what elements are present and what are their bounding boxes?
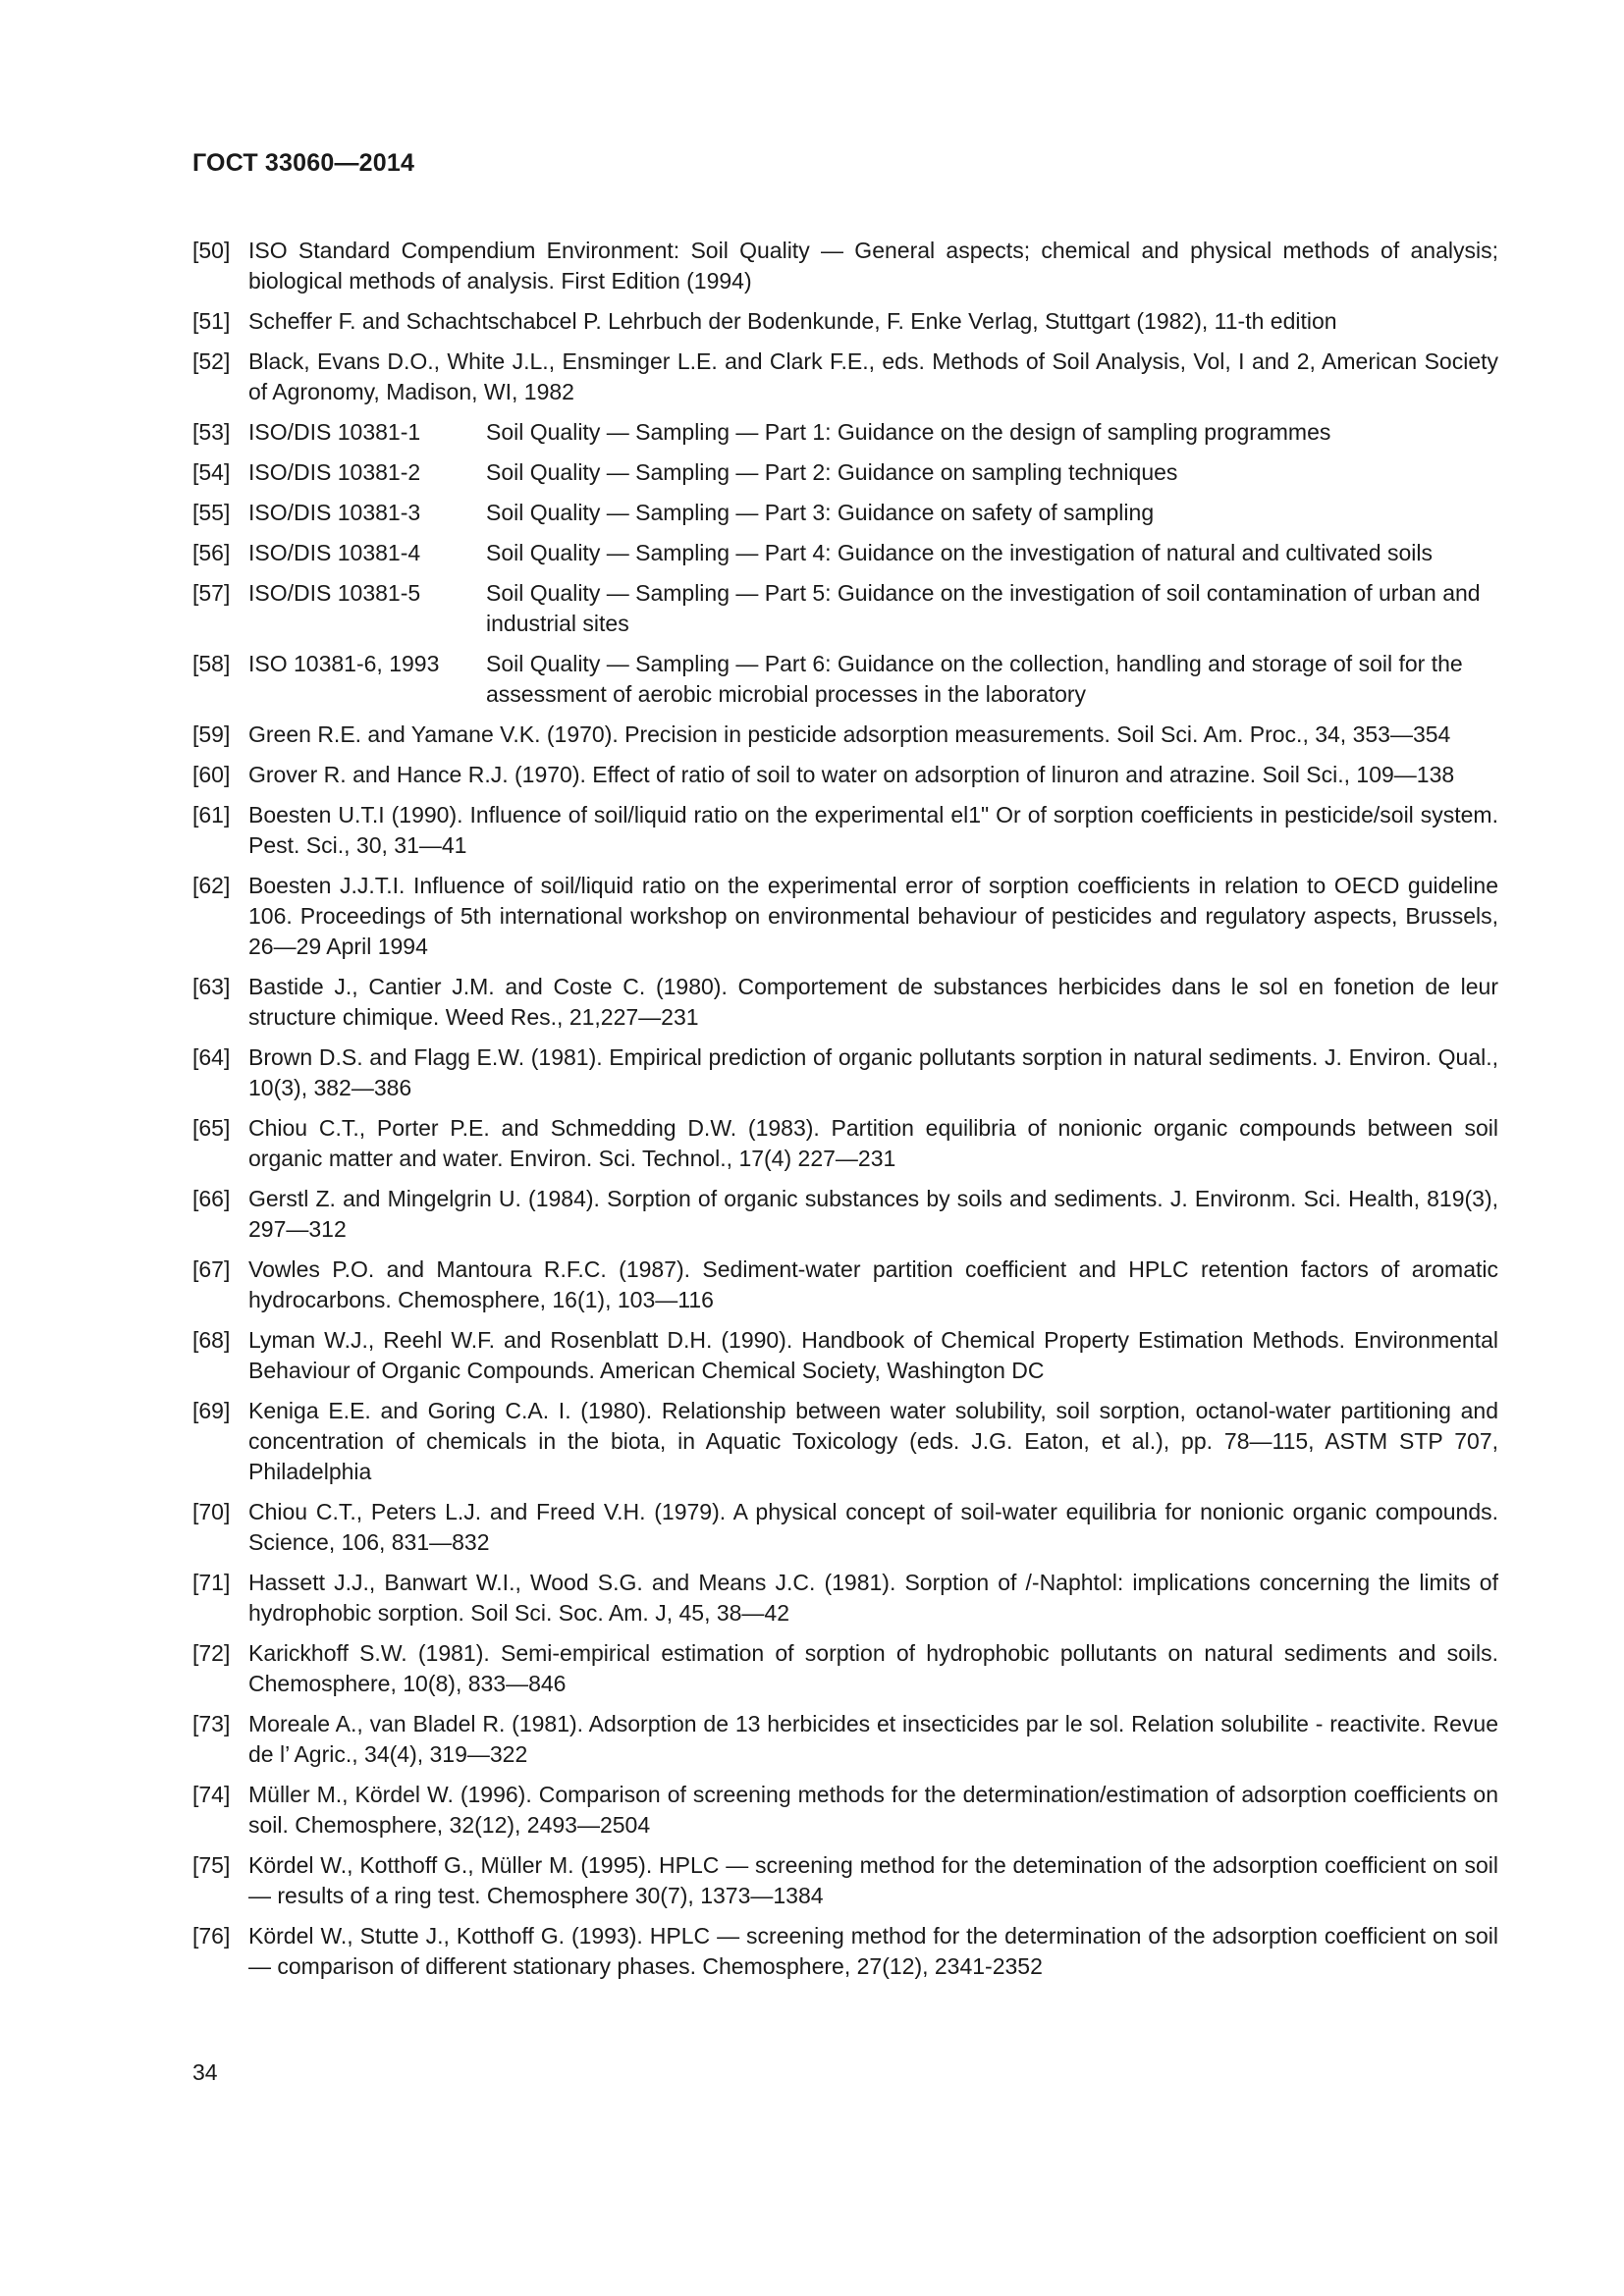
standard-title: Soil Quality — Sampling — Part 5: Guidance on the investigation of soil contamination of urban and industrial sites bbox=[486, 580, 1481, 636]
standard-reference bbox=[248, 538, 1498, 568]
reference-number: [74] bbox=[192, 1782, 231, 1807]
reference-text: Kördel W., Stutte J., Kotthoff G. (1993). HPLC — screening method for the determination of the adsorption coefficient on soil — comparison of different stationary phases. Chemosphere, 27(12), 2341-2352 bbox=[248, 1923, 1498, 1979]
reference-number: [70] bbox=[192, 1499, 231, 1524]
reference-entry bbox=[192, 1325, 1498, 1386]
standard-code: ISO 10381-6, 1993 bbox=[248, 651, 440, 676]
reference-number: [68] bbox=[192, 1327, 231, 1353]
reference-text: Müller M., Kördel W. (1996). Comparison of screening methods for the determination/estimation of adsorption coefficients on soil. Chemosphere, 32(12), 2493—2504 bbox=[248, 1782, 1498, 1838]
reference-text: Keniga E.E. and Goring C.A. I. (1980). Relationship between water solubility, soil sorption, octanol-water partitioning and concentration of chemicals in the biota, in Aquatic Toxicology (eds. J.G. Eaton, et al.), pp. 78—115, ASTM STP 707, Philadelphia bbox=[248, 1398, 1498, 1484]
reference-text: Green R.E. and Yamane V.K. (1970). Precision in pesticide adsorption measurements. Soil Sci. Am. Proc., 34, 353—354 bbox=[248, 721, 1451, 747]
reference-number: [54] bbox=[192, 459, 231, 485]
reference-text: Lyman W.J., Reehl W.F. and Rosenblatt D.H. (1990). Handbook of Chemical Property Estimation Methods. Environmental Behaviour of Organic Compounds. American Chemical Society, Washington DC bbox=[248, 1327, 1498, 1383]
reference-entry bbox=[192, 1638, 1498, 1699]
standard-reference bbox=[248, 417, 1498, 448]
standard-reference bbox=[248, 457, 1498, 488]
reference-text: Gerstl Z. and Mingelgrin U. (1984). Sorption of organic substances by soils and sediments. J. Environm. Sci. Health, 819(3), 297—312 bbox=[248, 1186, 1498, 1242]
reference-entry bbox=[192, 760, 1498, 790]
reference-number: [56] bbox=[192, 540, 231, 565]
reference-text: Hassett J.J., Banwart W.I., Wood S.G. and Means J.C. (1981). Sorption of /-Naphtol: implications concerning the limits of hydrophobic sorption. Soil Sci. Soc. Am. J, 45, 38—42 bbox=[248, 1570, 1498, 1626]
document-code-header: ГОСТ 33060—2014 bbox=[192, 149, 415, 177]
standard-title: Soil Quality — Sampling — Part 2: Guidance on sampling techniques bbox=[486, 459, 1178, 485]
reference-entry bbox=[192, 538, 1498, 568]
reference-text: Vowles P.O. and Mantoura R.F.C. (1987). Sediment-water partition coefficient and HPLC retention factors of aromatic hydrocarbons. Chemosphere, 16(1), 103—116 bbox=[248, 1256, 1498, 1312]
reference-text: Chiou C.T., Porter P.E. and Schmedding D.W. (1983). Partition equilibria of nonionic organic compounds between soil organic matter and water. Environ. Sci. Technol., 17(4) 227—231 bbox=[248, 1115, 1498, 1171]
reference-text: Boesten J.J.T.I. Influence of soil/liquid ratio on the experimental error of sorption coefficients in relation to OECD guideline 106. Proceedings of 5th international workshop on environmental behaviour of pesticides and regulatory aspects, Brussels, 26—29 April 1994 bbox=[248, 873, 1498, 959]
reference-entry bbox=[192, 578, 1498, 639]
reference-entry bbox=[192, 649, 1498, 710]
reference-number: [73] bbox=[192, 1711, 231, 1736]
reference-number: [58] bbox=[192, 651, 231, 676]
page-number: 34 bbox=[192, 2059, 218, 2085]
reference-number: [75] bbox=[192, 1852, 231, 1878]
reference-number: [50] bbox=[192, 238, 231, 263]
reference-entry bbox=[192, 972, 1498, 1033]
reference-number: [57] bbox=[192, 580, 231, 606]
reference-entry bbox=[192, 1255, 1498, 1315]
reference-number: [62] bbox=[192, 873, 231, 898]
reference-number: [55] bbox=[192, 500, 231, 525]
reference-number: [52] bbox=[192, 348, 231, 374]
reference-entry bbox=[192, 800, 1498, 861]
reference-entry bbox=[192, 306, 1498, 337]
standard-reference bbox=[248, 498, 1498, 528]
reference-number: [59] bbox=[192, 721, 231, 747]
reference-entry bbox=[192, 347, 1498, 407]
standard-title: Soil Quality — Sampling — Part 4: Guidance on the investigation of natural and cultivated soils bbox=[486, 540, 1433, 565]
standard-code: ISO/DIS 10381-3 bbox=[248, 500, 421, 525]
reference-entry bbox=[192, 417, 1498, 448]
reference-number: [60] bbox=[192, 762, 231, 787]
reference-entry bbox=[192, 1113, 1498, 1174]
reference-text: Brown D.S. and Flagg E.W. (1981). Empirical prediction of organic pollutants sorption in natural sediments. J. Environ. Qual., 10(3), 382—386 bbox=[248, 1044, 1498, 1100]
reference-entry bbox=[192, 1497, 1498, 1558]
reference-entry bbox=[192, 1709, 1498, 1770]
standard-code: ISO/DIS 10381-5 bbox=[248, 580, 421, 606]
reference-number: [64] bbox=[192, 1044, 231, 1070]
reference-number: [66] bbox=[192, 1186, 231, 1211]
reference-number: [65] bbox=[192, 1115, 231, 1141]
reference-text: Moreale A., van Bladel R. (1981). Adsorption de 13 herbicides et insecticides par le sol. Relation solubilite - reactivite. Revue de l’ Agric., 34(4), 319—322 bbox=[248, 1711, 1498, 1767]
standard-reference bbox=[248, 578, 1498, 639]
reference-text: Chiou C.T., Peters L.J. and Freed V.H. (1979). A physical concept of soil-water equilibria for nonionic organic compounds. Science, 106, 831—832 bbox=[248, 1499, 1498, 1555]
reference-entry bbox=[192, 1184, 1498, 1245]
reference-number: [53] bbox=[192, 419, 231, 445]
reference-number: [71] bbox=[192, 1570, 231, 1595]
reference-entry bbox=[192, 871, 1498, 962]
reference-entry bbox=[192, 720, 1498, 750]
bibliography-list bbox=[192, 236, 1498, 1992]
reference-number: [67] bbox=[192, 1256, 231, 1282]
reference-entry bbox=[192, 236, 1498, 296]
reference-text: ISO Standard Compendium Environment: Soil Quality — General aspects; chemical and physical methods of analysis; biological methods of analysis. First Edition (1994) bbox=[248, 238, 1498, 294]
standard-code: ISO/DIS 10381-2 bbox=[248, 459, 421, 485]
reference-text: Karickhoff S.W. (1981). Semi-empirical estimation of sorption of hydrophobic pollutants on natural sediments and soils. Chemosphere, 10(8), 833—846 bbox=[248, 1640, 1498, 1696]
reference-number: [72] bbox=[192, 1640, 231, 1666]
reference-text: Bastide J., Cantier J.M. and Coste C. (1980). Comportement de substances herbicides dans le sol en fonetion de leur structure chimique. Weed Res., 21,227—231 bbox=[248, 974, 1498, 1030]
reference-entry bbox=[192, 457, 1498, 488]
reference-entry bbox=[192, 1780, 1498, 1841]
reference-entry bbox=[192, 1396, 1498, 1487]
reference-text: Grover R. and Hance R.J. (1970). Effect of ratio of soil to water on adsorption of linuron and atrazine. Soil Sci., 109—138 bbox=[248, 762, 1455, 787]
reference-entry bbox=[192, 1921, 1498, 1982]
reference-text: Scheffer F. and Schachtschabcel P. Lehrbuch der Bodenkunde, F. Enke Verlag, Stuttgart (1982), 11-th edition bbox=[248, 308, 1337, 334]
reference-entry bbox=[192, 498, 1498, 528]
reference-number: [61] bbox=[192, 802, 231, 828]
standard-title: Soil Quality — Sampling — Part 3: Guidance on safety of sampling bbox=[486, 500, 1155, 525]
reference-entry bbox=[192, 1850, 1498, 1911]
standard-title: Soil Quality — Sampling — Part 6: Guidance on the collection, handling and storage of soil for the assessment of aerobic microbial processes in the laboratory bbox=[486, 651, 1463, 707]
reference-text: Kördel W., Kotthoff G., Müller M. (1995). HPLC — screening method for the detemination of the adsorption coefficient on soil — results of a ring test. Chemosphere 30(7), 1373—1384 bbox=[248, 1852, 1498, 1908]
reference-entry bbox=[192, 1568, 1498, 1629]
standard-code: ISO/DIS 10381-4 bbox=[248, 540, 421, 565]
standard-reference bbox=[248, 649, 1498, 710]
reference-number: [51] bbox=[192, 308, 231, 334]
standard-title: Soil Quality — Sampling — Part 1: Guidance on the design of sampling programmes bbox=[486, 419, 1331, 445]
reference-text: Black, Evans D.O., White J.L., Ensminger L.E. and Clark F.E., eds. Methods of Soil Analysis, Vol, I and 2, American Society of Agronomy, Madison, WI, 1982 bbox=[248, 348, 1498, 404]
reference-number: [69] bbox=[192, 1398, 231, 1423]
reference-entry bbox=[192, 1042, 1498, 1103]
reference-number: [76] bbox=[192, 1923, 231, 1949]
standard-code: ISO/DIS 10381-1 bbox=[248, 419, 421, 445]
reference-text: Boesten U.T.I (1990). Influence of soil/liquid ratio on the experimental el1" Or of sorption coefficients in pesticide/soil system. Pest. Sci., 30, 31—41 bbox=[248, 802, 1498, 858]
reference-number: [63] bbox=[192, 974, 231, 999]
